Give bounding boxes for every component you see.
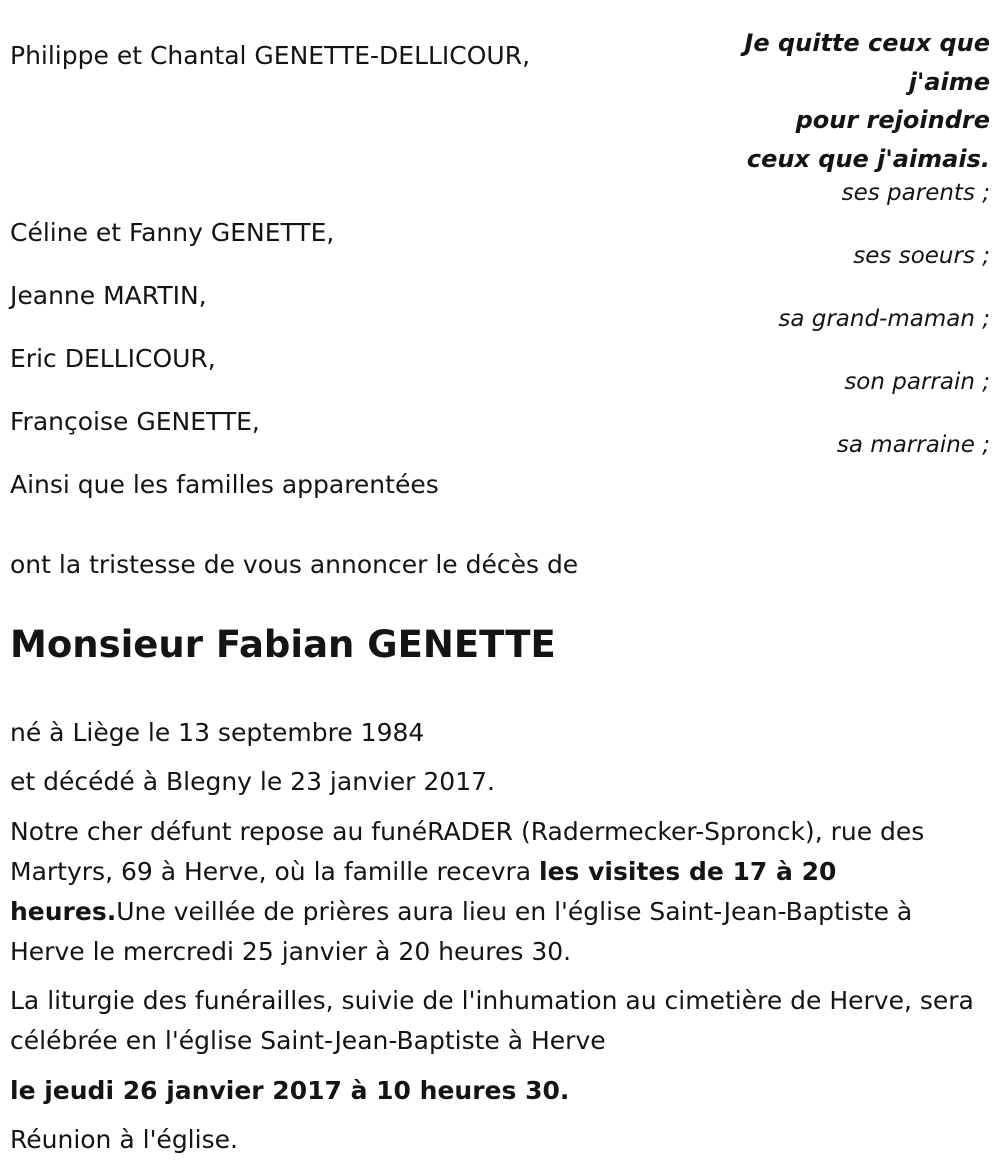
- family-name-parents: Philippe et Chantal GENETTE-DELLICOUR,: [10, 41, 531, 70]
- family-relation-godfather: son parrain ;: [844, 369, 990, 395]
- family-relation-parents: ses parents ;: [841, 180, 990, 206]
- reunion-note: Réunion à l'église.: [10, 1125, 238, 1154]
- family-name-grandmother: Jeanne MARTIN,: [10, 281, 207, 310]
- family-relation-godmother: sa marraine ;: [836, 432, 990, 458]
- epitaph-quote: [744, 24, 990, 178]
- quote-line-3: pour rejoindre: [795, 106, 990, 134]
- visits-hours: les visites de 17 à 20 heures.: [10, 857, 837, 926]
- family-relation-sisters: ses soeurs ;: [853, 243, 990, 269]
- funeral-datetime: le jeudi 26 janvier 2017 à 10 heures 30.: [10, 1076, 570, 1105]
- deceased-name: Monsieur Fabian GENETTE: [10, 623, 556, 666]
- quote-line-4: ceux que j'aimais.: [746, 144, 990, 173]
- announcement-text: ont la tristesse de vous annoncer le décès de: [10, 550, 579, 579]
- death-line: et décédé à Blegny le 23 janvier 2017.: [10, 767, 495, 796]
- family-name-godmother: Françoise GENETTE,: [10, 407, 260, 436]
- rest-paragraph-text: Notre cher défunt repose au funéRADER (Radermecker-Spronck), rue des Martyrs, 69 à Herve, où la famille recevra: [10, 817, 925, 886]
- funeral-paragraph: La liturgie des funérailles, suivie de l'inhumation au cimetière de Herve, sera célébrée en l'église Saint-Jean-Baptiste à Herve: [10, 986, 974, 1055]
- rest-paragraph: [10, 812, 980, 972]
- family-name-godfather: Eric DELLICOUR,: [10, 344, 216, 373]
- vigil-text: Une veillée de prières aura lieu en l'église Saint-Jean-Baptiste à Herve le mercredi 25 janvier à 20 heures 30.: [10, 897, 913, 966]
- relatives-line: Ainsi que les familles apparentées: [10, 470, 439, 499]
- birth-line: né à Liège le 13 septembre 1984: [10, 718, 425, 747]
- quote-line-1: Je quitte ceux que: [744, 29, 990, 57]
- family-name-sisters: Céline et Fanny GENETTE,: [10, 218, 335, 247]
- family-relation-grandmother: sa grand-maman ;: [778, 306, 990, 332]
- quote-line-2: j'aime: [908, 67, 990, 96]
